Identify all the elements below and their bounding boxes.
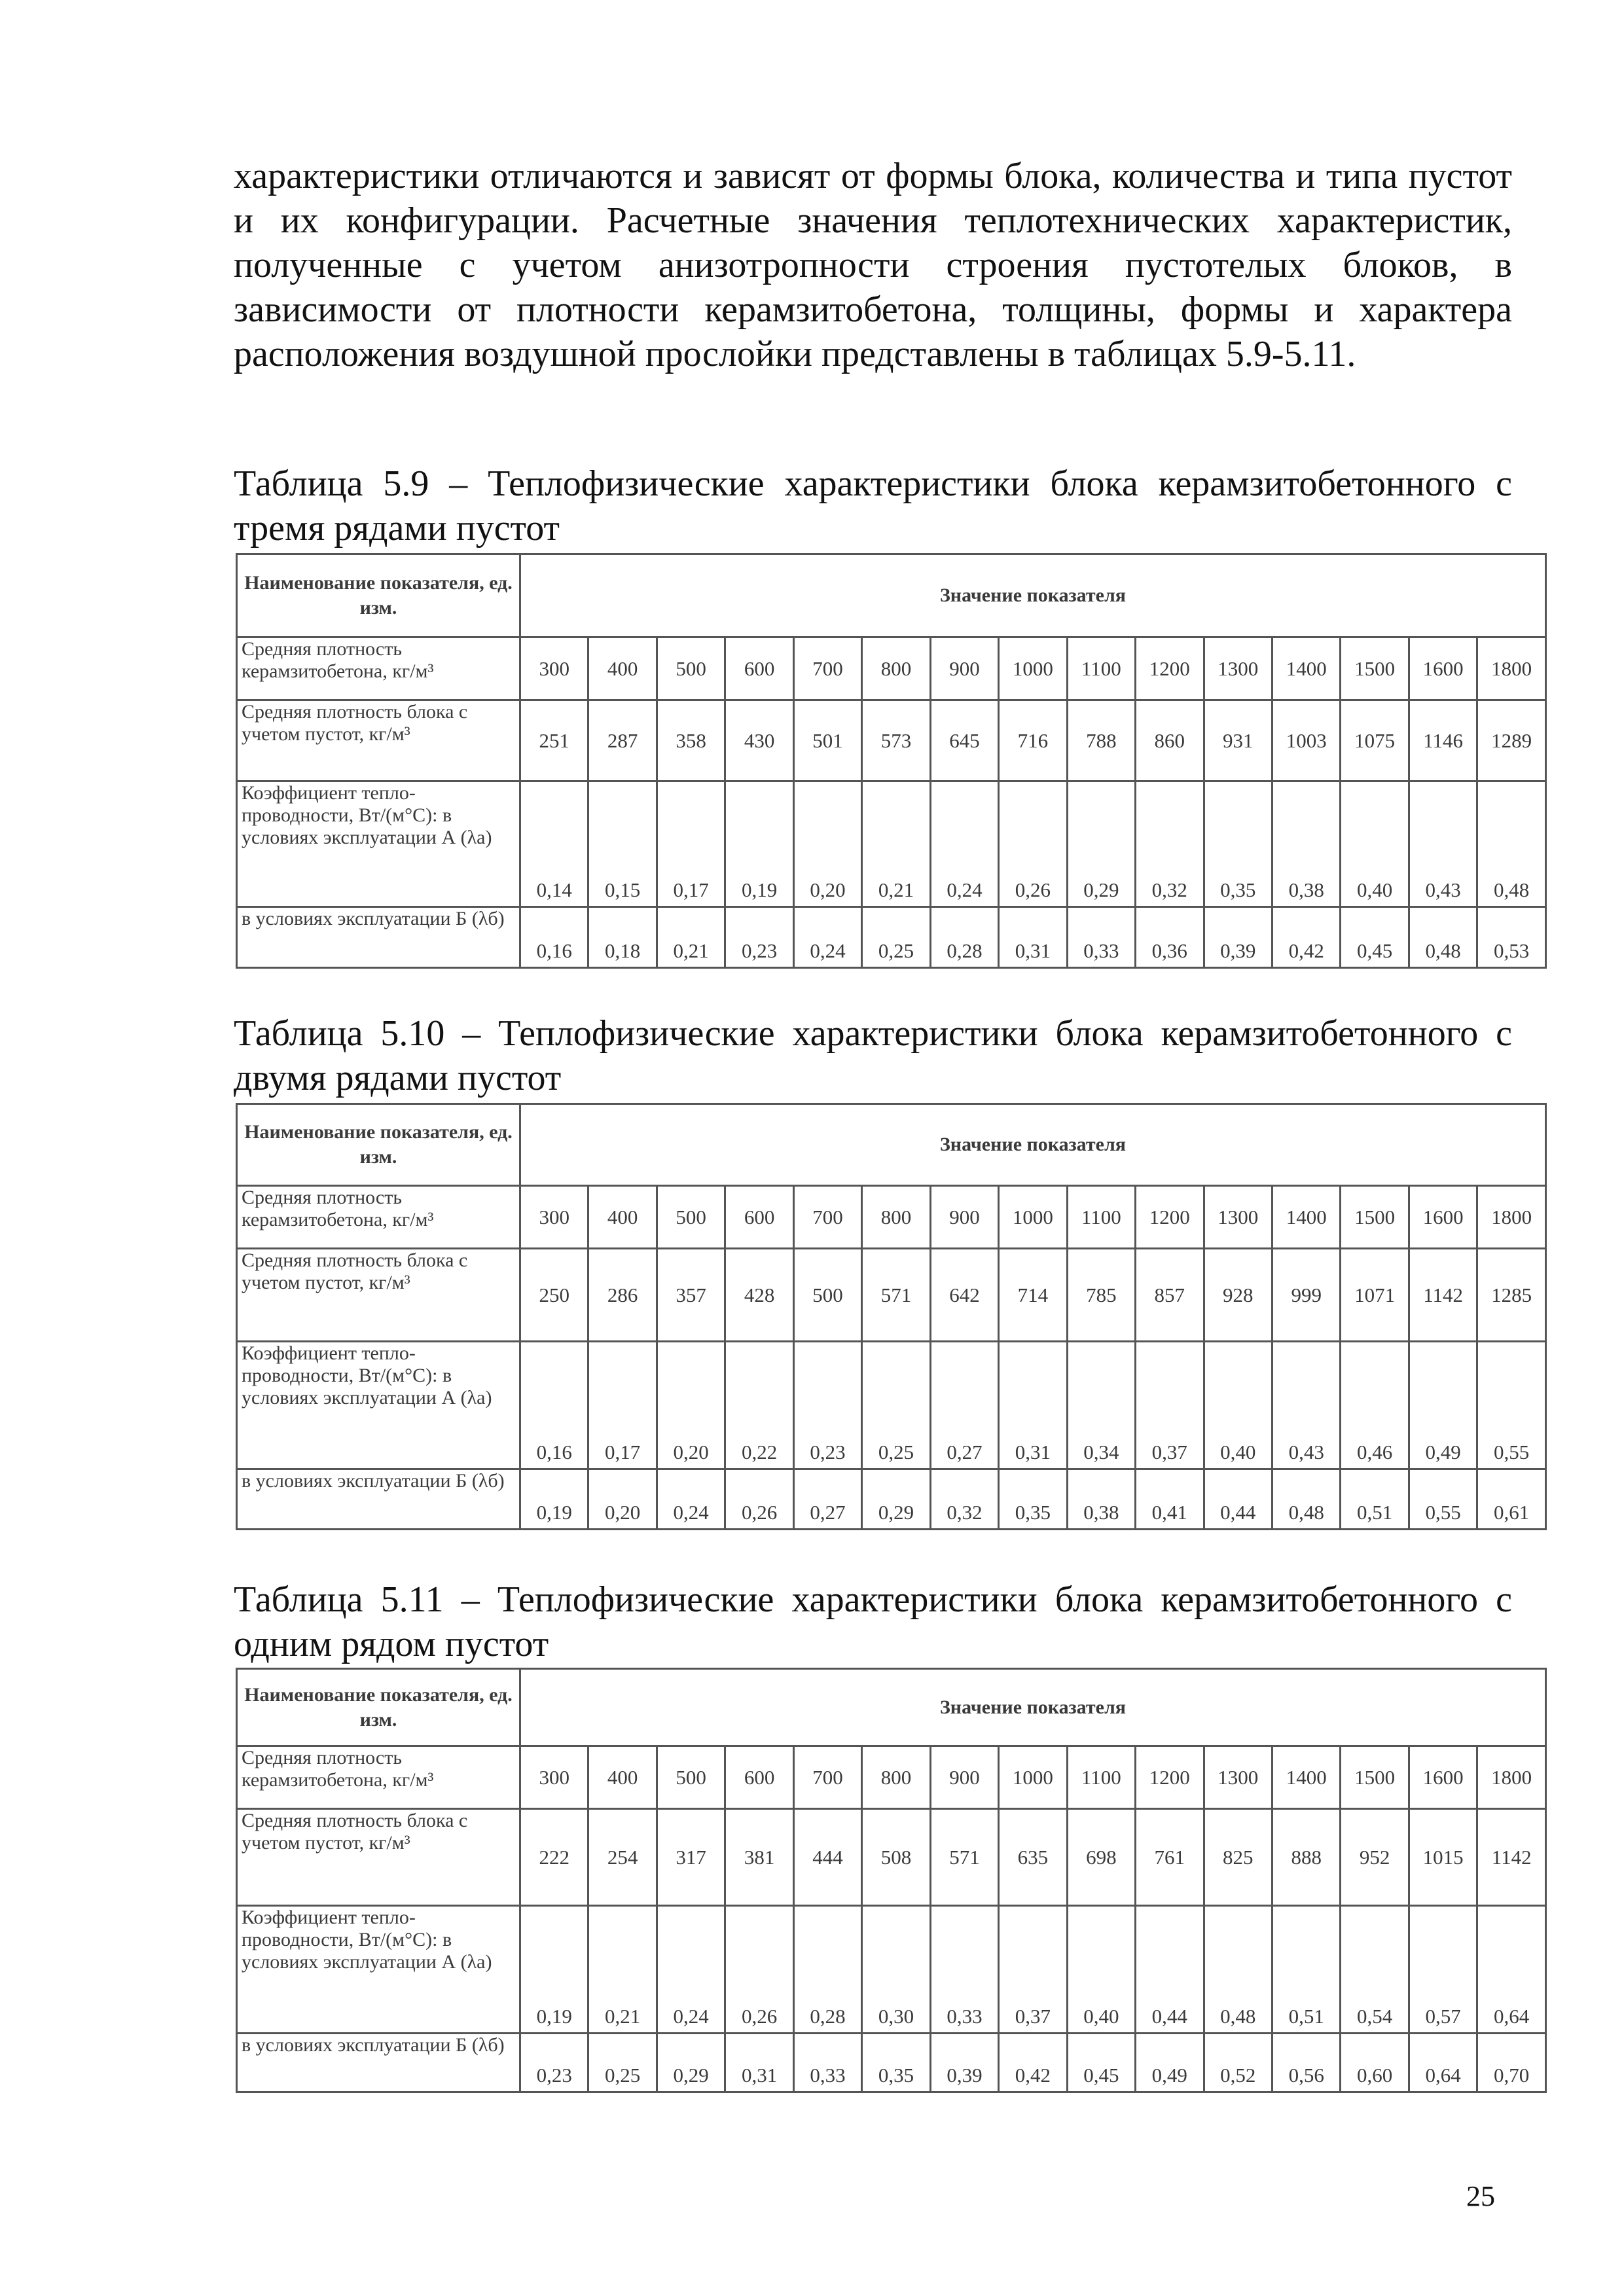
- table-cell: 428: [725, 1249, 793, 1342]
- table-row: [237, 1186, 1546, 1249]
- table-cell: 500: [657, 1746, 725, 1809]
- table-row: [237, 637, 1546, 700]
- table-cell: 444: [793, 1809, 861, 1906]
- row-label: Коэффициент тепло-проводности, Вт/(м°С): в условиях эксплуатации А (λа): [237, 781, 520, 907]
- table-cell: 0,38: [1272, 781, 1340, 907]
- row-label: в условиях эксплуатации Б (λб): [237, 1469, 520, 1530]
- table-row: [237, 907, 1546, 968]
- table-cell: 1200: [1136, 1746, 1204, 1809]
- table-cell: 0,41: [1136, 1469, 1204, 1530]
- table-cell: 0,37: [1136, 1342, 1204, 1469]
- table-cell: 0,55: [1409, 1469, 1477, 1530]
- table-cell: 358: [657, 700, 725, 781]
- table-cell: 0,28: [930, 907, 998, 968]
- table-cell: 1015: [1409, 1809, 1477, 1906]
- table-cell: 0,32: [1136, 781, 1204, 907]
- table-cell: 0,42: [999, 2034, 1067, 2092]
- table-cell: 0,32: [930, 1469, 998, 1530]
- table-cell: 0,24: [657, 1906, 725, 2034]
- table-cell: 0,54: [1341, 1906, 1409, 2034]
- table-cell: 0,49: [1409, 1342, 1477, 1469]
- table-cell: 800: [862, 1186, 930, 1249]
- table-cell: 287: [588, 700, 657, 781]
- table-cell: 700: [793, 1746, 861, 1809]
- table-cell: 222: [520, 1809, 588, 1906]
- table-cell: 0,29: [862, 1469, 930, 1530]
- row-label: Средняя плотность блока с учетом пустот, кг/м³: [237, 1809, 520, 1906]
- table-cell: 0,40: [1204, 1342, 1272, 1469]
- table-cell: 1289: [1477, 700, 1546, 781]
- table-cell: 635: [999, 1809, 1067, 1906]
- table-cell: 0,48: [1204, 1906, 1272, 2034]
- table-cell: 251: [520, 700, 588, 781]
- table-cell: 825: [1204, 1809, 1272, 1906]
- table-cell: 0,39: [930, 2034, 998, 2092]
- table-cell: 0,17: [657, 781, 725, 907]
- table-cell: 900: [930, 637, 998, 700]
- table-row: [237, 1746, 1546, 1809]
- table-cell: 0,27: [930, 1342, 998, 1469]
- table-row: [237, 2034, 1546, 2092]
- table-cell: 1146: [1409, 700, 1477, 781]
- table-cell: 1300: [1204, 1746, 1272, 1809]
- table-cell: 1400: [1272, 1186, 1340, 1249]
- table-cell: 0,45: [1341, 907, 1409, 968]
- table-cell: 1200: [1136, 637, 1204, 700]
- table-cell: 0,23: [725, 907, 793, 968]
- table-cell: 0,55: [1477, 1342, 1546, 1469]
- table-cell: 642: [930, 1249, 998, 1342]
- table-cell: 0,33: [930, 1906, 998, 2034]
- table-cell: 250: [520, 1249, 588, 1342]
- table-cell: 800: [862, 1746, 930, 1809]
- table-cell: 1075: [1341, 700, 1409, 781]
- table-cell: 0,17: [588, 1342, 657, 1469]
- table-cell: 1142: [1477, 1809, 1546, 1906]
- table-cell: 0,60: [1341, 2034, 1409, 2092]
- table-cell: 698: [1067, 1809, 1135, 1906]
- table-cell: 1285: [1477, 1249, 1546, 1342]
- table-cell: 0,29: [1067, 781, 1135, 907]
- table-cell: 0,26: [725, 1469, 793, 1530]
- table-cell: 0,27: [793, 1469, 861, 1530]
- table-cell: 500: [793, 1249, 861, 1342]
- table-cell: 1500: [1341, 637, 1409, 700]
- table-cell: 573: [862, 700, 930, 781]
- table-cell: 1100: [1067, 1746, 1135, 1809]
- table-cell: 1142: [1409, 1249, 1477, 1342]
- table-cell: 785: [1067, 1249, 1135, 1342]
- table-cell: 0,35: [1204, 781, 1272, 907]
- table-cell: 716: [999, 700, 1067, 781]
- table-cell: 0,35: [862, 2034, 930, 2092]
- table-cell: 0,33: [793, 2034, 861, 2092]
- table-cell: 0,21: [862, 781, 930, 907]
- table-cell: 600: [725, 637, 793, 700]
- table-cell: 1003: [1272, 700, 1340, 781]
- row-label: Коэффициент тепло-проводности, Вт/(м°С): в условиях эксплуатации А (λа): [237, 1342, 520, 1469]
- row-label: Средняя плотность блока с учетом пустот, кг/м³: [237, 1249, 520, 1342]
- table-cell: 0,16: [520, 907, 588, 968]
- header-value-cell: Значение показателя: [520, 1104, 1546, 1186]
- table-cell: 0,30: [862, 1906, 930, 2034]
- table-cell: 400: [588, 637, 657, 700]
- table-cell: 0,51: [1341, 1469, 1409, 1530]
- table-cell: 0,22: [725, 1342, 793, 1469]
- table-cell: 0,44: [1204, 1469, 1272, 1530]
- table-cell: 1600: [1409, 637, 1477, 700]
- table-cell: 0,46: [1341, 1342, 1409, 1469]
- table-cell: 0,43: [1409, 781, 1477, 907]
- table-cell: 0,35: [999, 1469, 1067, 1530]
- row-label: Средняя плотность блока с учетом пустот, кг/м³: [237, 700, 520, 781]
- table-cell: 571: [930, 1809, 998, 1906]
- table-cell: 700: [793, 1186, 861, 1249]
- table-cell: 0,70: [1477, 2034, 1546, 2092]
- table-cell: 788: [1067, 700, 1135, 781]
- table-cell: 0,25: [588, 2034, 657, 2092]
- table-cell: 0,64: [1409, 2034, 1477, 2092]
- table-cell: 0,29: [657, 2034, 725, 2092]
- table-row: [237, 781, 1546, 907]
- table-cell: 761: [1136, 1809, 1204, 1906]
- table-cell: 0,20: [588, 1469, 657, 1530]
- table-cell: 800: [862, 637, 930, 700]
- table-cell: 600: [725, 1746, 793, 1809]
- table-cell: 0,19: [520, 1906, 588, 2034]
- table-cell: 0,14: [520, 781, 588, 907]
- table-cell: 1600: [1409, 1186, 1477, 1249]
- table-cell: 0,48: [1272, 1469, 1340, 1530]
- table-caption: Таблица 5.11 – Теплофизические характеристики блока керамзитобетонного с одним рядом пустот: [234, 1579, 1512, 1664]
- table-cell: 0,42: [1272, 907, 1340, 968]
- header-name-cell: Наименование показателя, ед. изм.: [237, 1669, 520, 1746]
- table-cell: 0,36: [1136, 907, 1204, 968]
- table-cell: 1100: [1067, 637, 1135, 700]
- table-cell: 0,37: [999, 1906, 1067, 2034]
- table-cell: 0,20: [657, 1342, 725, 1469]
- table-cell: 0,40: [1341, 781, 1409, 907]
- table-cell: 0,31: [999, 907, 1067, 968]
- table-cell: 0,20: [793, 781, 861, 907]
- table-caption: Таблица 5.9 – Теплофизические характеристики блока керамзитобетонного с тремя рядами пустот: [234, 463, 1512, 548]
- table-cell: 1400: [1272, 1746, 1340, 1809]
- table-cell: 0,40: [1067, 1906, 1135, 2034]
- table-cell: 860: [1136, 700, 1204, 781]
- table-cell: 645: [930, 700, 998, 781]
- table-cell: 0,61: [1477, 1469, 1546, 1530]
- table-cell: 430: [725, 700, 793, 781]
- table-cell: 0,23: [520, 2034, 588, 2092]
- table-cell: 1800: [1477, 1746, 1546, 1809]
- header-name-cell: Наименование показателя, ед. изм.: [237, 554, 520, 637]
- table-cell: 1000: [999, 637, 1067, 700]
- data-table: [236, 1103, 1547, 1530]
- table-cell: 381: [725, 1809, 793, 1906]
- table-cell: 0,24: [793, 907, 861, 968]
- table-cell: 0,26: [725, 1906, 793, 2034]
- table-cell: 0,23: [793, 1342, 861, 1469]
- table-cell: 0,28: [793, 1906, 861, 2034]
- table-cell: 1071: [1341, 1249, 1409, 1342]
- table-cell: 286: [588, 1249, 657, 1342]
- table-cell: 300: [520, 637, 588, 700]
- table-cell: 1500: [1341, 1746, 1409, 1809]
- table-cell: 0,64: [1477, 1906, 1546, 2034]
- table-row: [237, 1809, 1546, 1906]
- table-cell: 0,53: [1477, 907, 1546, 968]
- table-cell: 931: [1204, 700, 1272, 781]
- table-cell: 900: [930, 1186, 998, 1249]
- table-cell: 0,48: [1409, 907, 1477, 968]
- table-cell: 0,19: [725, 781, 793, 907]
- table-cell: 500: [657, 637, 725, 700]
- table-cell: 0,16: [520, 1342, 588, 1469]
- table-cell: 0,33: [1067, 907, 1135, 968]
- table-cell: 254: [588, 1809, 657, 1906]
- table-cell: 0,19: [520, 1469, 588, 1530]
- table-cell: 300: [520, 1186, 588, 1249]
- table-cell: 0,24: [657, 1469, 725, 1530]
- table-cell: 1500: [1341, 1186, 1409, 1249]
- table-cell: 300: [520, 1746, 588, 1809]
- table-cell: 0,21: [657, 907, 725, 968]
- header-name-cell: Наименование показателя, ед. изм.: [237, 1104, 520, 1186]
- table-cell: 1600: [1409, 1746, 1477, 1809]
- row-label: в условиях эксплуатации Б (λб): [237, 2034, 520, 2092]
- table-cell: 1400: [1272, 637, 1340, 700]
- table-cell: 952: [1341, 1809, 1409, 1906]
- table-cell: 0,57: [1409, 1906, 1477, 2034]
- table-caption: Таблица 5.10 – Теплофизические характеристики блока керамзитобетонного с двумя рядами пустот: [234, 1013, 1512, 1098]
- table-cell: 857: [1136, 1249, 1204, 1342]
- table-row: [237, 1342, 1546, 1469]
- table-cell: 714: [999, 1249, 1067, 1342]
- intro-paragraph: характеристики отличаются и зависят от формы блока, количества и типа пустот и их конфигурации. Расчетные значения теплотехнических характеристик, полученные с учетом анизотропности строения пустотелых блоков, в зависимости от плотности керамзитобетона, толщины, формы и характера расположения воздушной прослойки представлены в таблицах 5.9-5.11.: [234, 156, 1512, 374]
- table-cell: 600: [725, 1186, 793, 1249]
- table-cell: 0,48: [1477, 781, 1546, 907]
- table-cell: 0,56: [1272, 2034, 1340, 2092]
- table-cell: 0,44: [1136, 1906, 1204, 2034]
- table-cell: 1300: [1204, 637, 1272, 700]
- table-cell: 500: [657, 1186, 725, 1249]
- table-cell: 0,51: [1272, 1906, 1340, 2034]
- table-cell: 0,31: [999, 1342, 1067, 1469]
- table-cell: 928: [1204, 1249, 1272, 1342]
- table-cell: 1000: [999, 1746, 1067, 1809]
- table-cell: 0,15: [588, 781, 657, 907]
- table-cell: 0,49: [1136, 2034, 1204, 2092]
- table-cell: 0,25: [862, 1342, 930, 1469]
- table-cell: 900: [930, 1746, 998, 1809]
- table-cell: 571: [862, 1249, 930, 1342]
- table-cell: 0,45: [1067, 2034, 1135, 2092]
- table-row: [237, 1906, 1546, 2034]
- table-cell: 1800: [1477, 1186, 1546, 1249]
- table-cell: 0,25: [862, 907, 930, 968]
- table-cell: 999: [1272, 1249, 1340, 1342]
- table-cell: 0,52: [1204, 2034, 1272, 2092]
- table-cell: 0,26: [999, 781, 1067, 907]
- data-table: [236, 553, 1547, 969]
- table-cell: 400: [588, 1186, 657, 1249]
- table-cell: 888: [1272, 1809, 1340, 1906]
- table-cell: 508: [862, 1809, 930, 1906]
- table-cell: 1000: [999, 1186, 1067, 1249]
- table-cell: 0,43: [1272, 1342, 1340, 1469]
- table-cell: 0,18: [588, 907, 657, 968]
- table-cell: 1300: [1204, 1186, 1272, 1249]
- row-label: Средняя плотность керамзитобетона, кг/м³: [237, 637, 520, 700]
- row-label: Коэффициент тепло-проводности, Вт/(м°С): в условиях эксплуатации А (λа): [237, 1906, 520, 2034]
- table-row: [237, 1469, 1546, 1530]
- table-cell: 0,39: [1204, 907, 1272, 968]
- table-row: [237, 1249, 1546, 1342]
- page-number: 25: [1466, 2180, 1495, 2212]
- row-label: в условиях эксплуатации Б (λб): [237, 907, 520, 968]
- table-cell: 357: [657, 1249, 725, 1342]
- row-label: Средняя плотность керамзитобетона, кг/м³: [237, 1746, 520, 1809]
- table-cell: 0,34: [1067, 1342, 1135, 1469]
- table-cell: 501: [793, 700, 861, 781]
- table-cell: 0,21: [588, 1906, 657, 2034]
- header-value-cell: Значение показателя: [520, 1669, 1546, 1746]
- table-cell: 317: [657, 1809, 725, 1906]
- table-cell: 1200: [1136, 1186, 1204, 1249]
- table-cell: 0,24: [930, 781, 998, 907]
- data-table: [236, 1668, 1547, 2093]
- table-row: [237, 700, 1546, 781]
- header-value-cell: Значение показателя: [520, 554, 1546, 637]
- table-cell: 1100: [1067, 1186, 1135, 1249]
- table-cell: 1800: [1477, 637, 1546, 700]
- table-cell: 0,38: [1067, 1469, 1135, 1530]
- table-cell: 400: [588, 1746, 657, 1809]
- table-cell: 700: [793, 637, 861, 700]
- table-cell: 0,31: [725, 2034, 793, 2092]
- row-label: Средняя плотность керамзитобетона, кг/м³: [237, 1186, 520, 1249]
